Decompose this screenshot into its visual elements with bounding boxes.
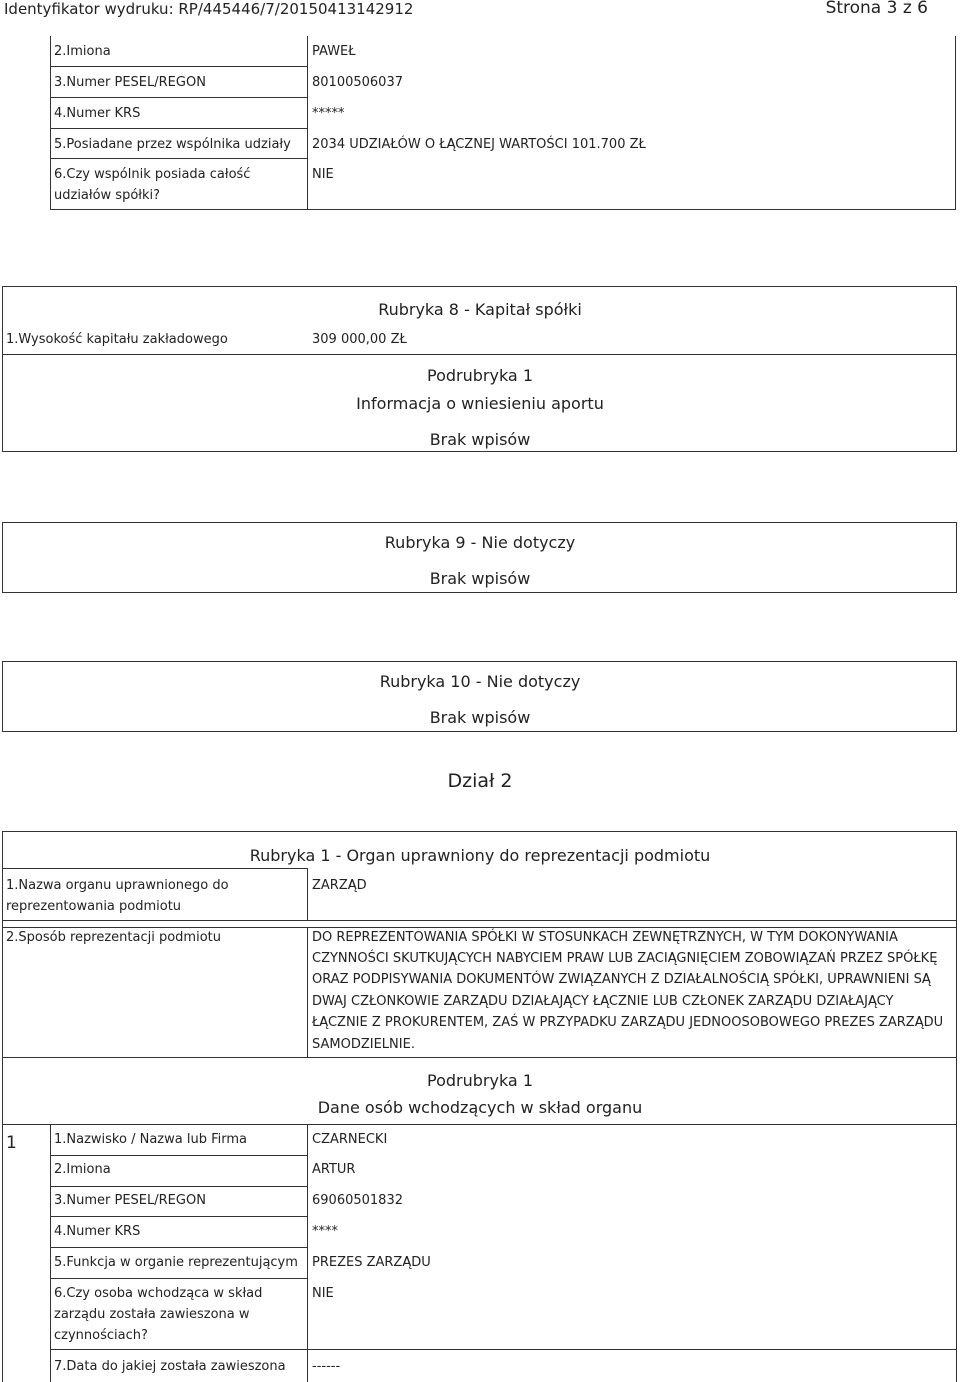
person-pesel-label: 3.Numer PESEL/REGON	[54, 1193, 206, 1208]
rubryka-10-title: Rubryka 10 - Nie dotyczy	[379, 672, 581, 691]
organ-name-label: 1.Nazwa organu uprawnionego do	[6, 878, 229, 893]
person-index: 1	[6, 1133, 17, 1153]
representation-method-line: ORAZ PODPISYWANIA DOKUMENTÓW ZWIĄZANYCH Z DZIAŁALNOŚCIĄ SPÓŁKI, UPRAWNIENI SĄ	[312, 972, 931, 987]
capital-label: 1.Wysokość kapitału zakładowego	[6, 332, 228, 347]
krs-label: 4.Numer KRS	[54, 106, 141, 121]
whole-shares-value: NIE	[312, 167, 334, 182]
members-subsection-title: Podrubryka 1	[427, 1071, 533, 1090]
person-function-value: PREZES ZARZĄDU	[312, 1255, 431, 1270]
person-pesel-value: 69060501832	[312, 1193, 403, 1208]
person-surname-label: 1.Nazwisko / Nazwa lub Firma	[54, 1132, 247, 1147]
pesel-label: 3.Numer PESEL/REGON	[54, 75, 206, 90]
person-suspended-label-cont: czynnościach?	[54, 1328, 148, 1343]
krs-value: *****	[312, 106, 345, 121]
representation-method-label: 2.Sposób reprezentacji podmiotu	[6, 930, 221, 945]
representation-method-line: DWAJ CZŁONKOWIE ZARZĄDU DZIAŁAJĄCY ŁĄCZNIE LUB CZŁONEK ZARZĄDU DZIAŁAJĄCY	[312, 994, 894, 1009]
shares-value: 2034 UDZIAŁÓW O ŁĄCZNEJ WARTOŚCI 101.700 ZŁ	[312, 137, 646, 152]
person-suspension-date-value: ------	[312, 1359, 341, 1374]
person-suspended-label: 6.Czy osoba wchodząca w skład	[54, 1286, 263, 1301]
imiona-label: 2.Imiona	[54, 44, 111, 59]
shares-label: 5.Posiadane przez wspólnika udziały	[54, 137, 291, 152]
whole-shares-label-cont: udziałów spółki?	[54, 188, 161, 203]
person-krs-label: 4.Numer KRS	[54, 1224, 141, 1239]
representation-method-line: SAMODZIELNIE.	[312, 1037, 415, 1052]
aport-empty-note: Brak wpisów	[429, 430, 531, 449]
person-krs-value: ****	[312, 1224, 338, 1239]
organ-rubryka-title: Rubryka 1 - Organ uprawniony do reprezentacji podmiotu	[249, 846, 711, 865]
whole-shares-label: 6.Czy wspólnik posiada całość	[54, 167, 251, 182]
rubryka-9-title: Rubryka 9 - Nie dotyczy	[384, 533, 576, 552]
aport-subsection-title: Podrubryka 1	[427, 366, 533, 385]
person-names-label: 2.Imiona	[54, 1162, 111, 1177]
representation-method-line: CZYNNOŚCI SKUTKUJĄCYCH NABYCIEM PRAW LUB ZACIĄGNIĘCIEM ZOBOWIĄZAŃ PRZEZ SPÓŁKĘ	[312, 951, 938, 966]
person-names-value: ARTUR	[312, 1162, 356, 1177]
person-function-label: 5.Funkcja w organie reprezentującym	[54, 1255, 298, 1270]
person-suspended-value: NIE	[312, 1286, 334, 1301]
rubryka-9-empty-note: Brak wpisów	[429, 569, 531, 588]
representation-method-line: ŁĄCZNIE Z PROKURENTEM, ZAŚ W PRZYPADKU ZARZĄDU JEDNOOSOBOWEGO PREZES ZARZĄDU	[312, 1015, 944, 1030]
person-surname-value: CZARNECKI	[312, 1132, 388, 1147]
organ-name-value: ZARZĄD	[312, 878, 367, 893]
imiona-value: PAWEŁ	[312, 44, 356, 59]
representation-method-line: DO REPREZENTOWANIA SPÓŁKI W STOSUNKACH ZEWNĘTRZNYCH, W TYM DOKONYWANIA	[312, 930, 898, 945]
person-suspended-label-cont: zarządu została zawieszona w	[54, 1307, 250, 1322]
capital-value: 309 000,00 ZŁ	[312, 332, 407, 347]
aport-subsection-subtitle: Informacja o wniesieniu aportu	[356, 394, 604, 413]
dzial-2-title: Dział 2	[447, 770, 513, 792]
rubryka-10-empty-note: Brak wpisów	[429, 708, 531, 727]
rubryka-8-title: Rubryka 8 - Kapitał spółki	[378, 300, 582, 319]
members-subsection-subtitle: Dane osób wchodzących w skład organu	[317, 1098, 643, 1117]
organ-name-label-cont: reprezentowania podmiotu	[6, 899, 182, 914]
person-suspension-date-label: 7.Data do jakiej została zawieszona	[54, 1359, 286, 1374]
pesel-value: 80100506037	[312, 75, 403, 90]
page-indicator: Strona 3 z 6	[825, 0, 928, 18]
print-identifier: Identyfikator wydruku: RP/445446/7/20150413142912	[4, 0, 414, 18]
